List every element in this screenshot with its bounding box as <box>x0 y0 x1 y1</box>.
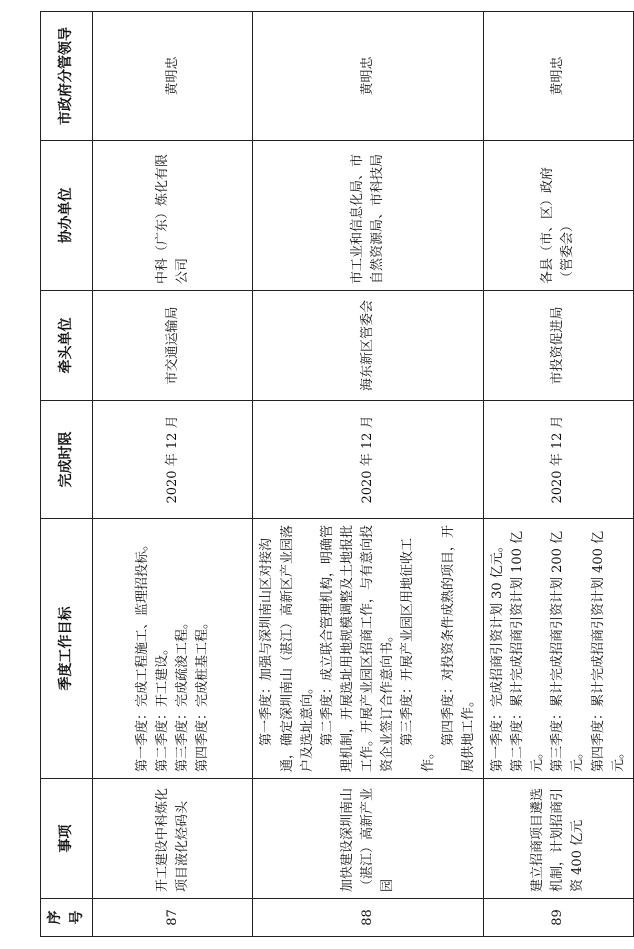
cell-seq: 88 <box>253 899 484 937</box>
work-plan-table <box>40 11 634 937</box>
header-assist-unit: 协办单位 <box>41 141 93 291</box>
header-seq: 序号 <box>41 899 93 937</box>
goal-q2: 第二季度：累计完成招商引资计划 100 亿元。 <box>510 530 546 772</box>
cell-item: 建立招商项目遴选机制，计划招商引资 400 亿元 <box>483 779 633 899</box>
cell-leader: 黄明忠 <box>253 12 484 141</box>
cell-assist-unit: 中科（广东）炼化有限公司 <box>93 141 253 291</box>
cell-assist-unit: 各县（市、区）政府（管委会） <box>483 141 633 291</box>
header-goals: 季度工作目标 <box>41 519 93 779</box>
goal-q1: 第一季度：完成招商引资计划 30 亿元。 <box>489 539 505 772</box>
goal-q2: 第二季度：成立联合管理机构，明确管理机制，开展选址用地规模调整及土地报批工作。开展产业园区招商工作，与有意向投资企业签订合作意向书。 <box>319 524 396 772</box>
cell-deadline: 2020 年 12 月 <box>253 401 484 519</box>
cell-deadline: 2020 年 12 月 <box>483 401 633 519</box>
cell-seq: 87 <box>93 899 253 937</box>
cell-goals <box>483 519 633 779</box>
goal-q1: 第一季度：完成工程施工、监理招投标。 <box>134 537 150 772</box>
table-header-row <box>41 12 93 937</box>
header-lead-unit: 牵头单位 <box>41 291 93 401</box>
cell-leader: 黄明忠 <box>93 12 253 141</box>
table-row <box>253 12 484 937</box>
goal-q3: 第三季度：开展产业园区用地征收工作。 <box>400 537 436 772</box>
cell-lead-unit: 市投资促进局 <box>483 291 633 401</box>
goal-q3: 第三季度：完成疏浚工程。 <box>174 615 190 772</box>
header-deadline: 完成时限 <box>41 401 93 519</box>
table-row <box>93 12 253 937</box>
header-item: 事项 <box>41 779 93 899</box>
cell-goals <box>93 519 253 779</box>
cell-item: 开工建设中科炼化项目液化烃码头 <box>93 779 253 899</box>
goal-q3: 第三季度：累计完成招商引资计划 200 亿元。 <box>550 530 586 772</box>
cell-leader: 黄明忠 <box>483 12 633 141</box>
goal-q4: 第四季度：对投资条件成熟的项目，开展供地工作。 <box>440 524 476 772</box>
goal-q1: 第一季度：加强与深圳南山区对接沟通，确定深圳南山（湛江）高新区产业园落户及选址意向。 <box>259 524 315 772</box>
header-leader: 市政府分管领导 <box>41 12 93 141</box>
cell-lead-unit: 市交通运输局 <box>93 291 253 401</box>
table-row <box>483 12 633 937</box>
cell-goals <box>253 519 484 779</box>
cell-lead-unit: 海东新区管委会 <box>253 291 484 401</box>
goal-q2: 第二季度：开工建设。 <box>154 641 170 772</box>
goal-q4: 第四季度：累计完成招商引资计划 400 亿元。 <box>590 530 626 772</box>
cell-deadline: 2020 年 12 月 <box>93 401 253 519</box>
cell-item: 加快建设深圳南山（湛江）高新产业园 <box>253 779 484 899</box>
cell-assist-unit: 市工业和信息化局、市自然资源局、市科技局 <box>253 141 484 291</box>
goal-q4: 第四季度：完成桩基工程。 <box>195 615 211 772</box>
cell-seq: 89 <box>483 899 633 937</box>
